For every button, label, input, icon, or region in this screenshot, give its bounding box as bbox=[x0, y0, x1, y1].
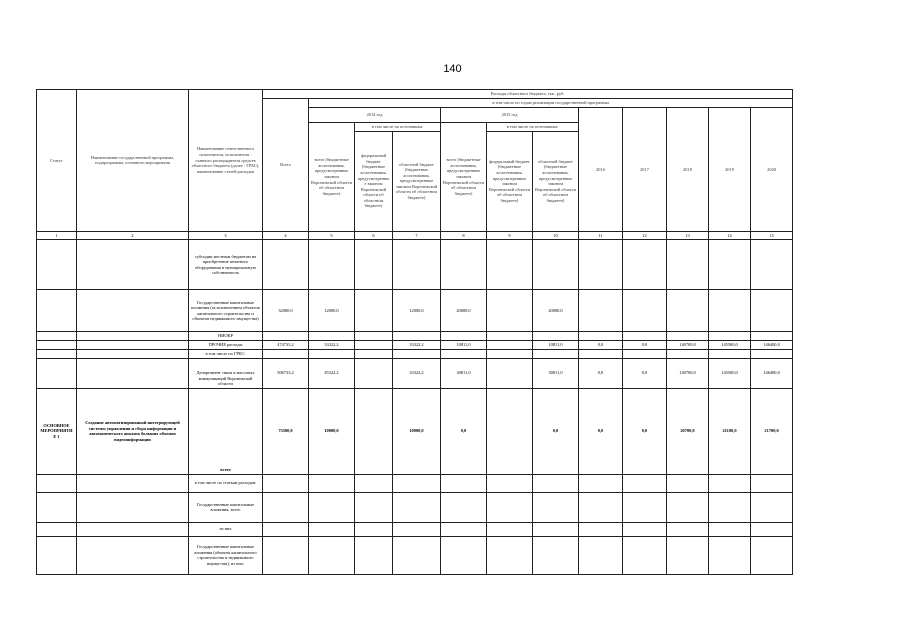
table-row bbox=[37, 358, 793, 388]
header-year-2014: 2014 год bbox=[309, 108, 441, 123]
row-label: НИОКР bbox=[189, 332, 263, 341]
row-label: в том числе по ГРБС: bbox=[189, 349, 263, 358]
header-status: Статус bbox=[37, 90, 77, 232]
header-2015-regional: областной бюджет (бюджетные ассигнования, предусмотренные законом Воронежской области об областном бюджете) bbox=[533, 131, 579, 231]
col-number: 8 bbox=[441, 231, 487, 240]
table-row bbox=[37, 240, 793, 290]
cell-value: 0,0 bbox=[579, 340, 623, 349]
header-program-name: Наименование государственной программы, подпрограммы, основного мероприятия bbox=[77, 90, 189, 232]
row-label: всего bbox=[189, 388, 263, 474]
table-row bbox=[37, 492, 793, 522]
cell-value: 140700,0 bbox=[667, 340, 709, 349]
col-number: 14 bbox=[709, 231, 751, 240]
cell-value: 0,0 bbox=[623, 388, 667, 474]
header-2014-federal: федеральный бюджет (бюджетные ассигнования, предусмотренные законом Воронежской области об областном бюджете) bbox=[355, 131, 393, 231]
cell-value: 10000,0 bbox=[309, 388, 355, 474]
header-year-2015: 2015 год bbox=[441, 108, 579, 123]
table-row bbox=[37, 474, 793, 492]
col-number: 5 bbox=[309, 231, 355, 240]
col-number: 7 bbox=[393, 231, 441, 240]
table-row bbox=[37, 349, 793, 358]
header-expenses-total: Расходы областного бюджета, тыс. руб. bbox=[263, 90, 793, 99]
cell-value: 0,0 bbox=[533, 388, 579, 474]
row-label: Департамент связи и массовых коммуникаций Воронежской области bbox=[189, 358, 263, 388]
cell-value: 146400,0 bbox=[751, 340, 793, 349]
cell-value: 474733,2 bbox=[263, 340, 309, 349]
cell-value: 12000,0 bbox=[309, 290, 355, 332]
header-2014-regional: областной бюджет (бюджетные ассигнования, предусмотренные законом Воронежской области об областном бюджете) bbox=[393, 131, 441, 231]
page-number: 140 bbox=[443, 63, 462, 75]
cell-value: 140700,0 bbox=[667, 358, 709, 388]
cell-value: 146400,0 bbox=[751, 358, 793, 388]
table-row bbox=[37, 340, 793, 349]
cell-value: 20700,0 bbox=[667, 388, 709, 474]
cell-value: 33322,2 bbox=[393, 340, 441, 349]
cell-value: 30811,0 bbox=[441, 358, 487, 388]
cell-value: 506733,2 bbox=[263, 358, 309, 388]
cell-value: 33322,2 bbox=[309, 340, 355, 349]
cell-value: 10811,0 bbox=[441, 340, 487, 349]
budget-table bbox=[36, 89, 793, 575]
header-total: Всего bbox=[263, 99, 309, 232]
header-2019: 2019 bbox=[709, 108, 751, 232]
cell-value: 20000,0 bbox=[441, 290, 487, 332]
cell-value: 21100,0 bbox=[709, 388, 751, 474]
col-number: 10 bbox=[533, 231, 579, 240]
cell-value: 10811,0 bbox=[533, 340, 579, 349]
table-row bbox=[37, 522, 793, 536]
row-label: ПРОЧИЕ расходы bbox=[189, 340, 263, 349]
cell-value: 30811,0 bbox=[533, 358, 579, 388]
cell-value: 0,0 bbox=[623, 358, 667, 388]
header-2020: 2020 bbox=[751, 108, 793, 232]
col-number: 1 bbox=[37, 231, 77, 240]
table-row bbox=[37, 388, 793, 474]
row-label: из них bbox=[189, 522, 263, 536]
cell-value: 21700,0 bbox=[751, 388, 793, 474]
col-number: 9 bbox=[487, 231, 533, 240]
row-label: Государственные капитальные вложения, всего bbox=[189, 492, 263, 522]
table-row bbox=[37, 332, 793, 341]
cell-value: 12000,0 bbox=[393, 290, 441, 332]
col-number: 4 bbox=[263, 231, 309, 240]
row-name: Создание автоматизированной интегрирующей системы управления и сбора информации и автоматического анализа больших объемов видеоинформации bbox=[77, 388, 189, 474]
col-number: 2 bbox=[77, 231, 189, 240]
cell-value: 0,0 bbox=[579, 388, 623, 474]
table-row bbox=[37, 536, 793, 574]
cell-value: 73500,0 bbox=[263, 388, 309, 474]
header-2017: 2017 bbox=[623, 108, 667, 232]
table-row bbox=[37, 290, 793, 332]
header-executor: Наименование ответственного исполнителя, исполнителя - главного распорядителя средств областного бюджета (далее - ГРБС), наименование статей расходов bbox=[189, 90, 263, 232]
cell-value: 145500,0 bbox=[709, 340, 751, 349]
header-2018: 2018 bbox=[667, 108, 709, 232]
cell-value: 10000,0 bbox=[393, 388, 441, 474]
header-2015-by-sources: в том числе по источникам: bbox=[487, 123, 579, 132]
row-label: Государственные капитальные вложения (объекты капитального строительства и недвижимого имущества), из них: bbox=[189, 536, 263, 574]
col-number: 13 bbox=[667, 231, 709, 240]
row-label: Государственные капитальные вложения (за исключением объектов капитального строительства и объектов недвижимого имущества) bbox=[189, 290, 263, 332]
col-number: 6 bbox=[355, 231, 393, 240]
col-number: 12 bbox=[623, 231, 667, 240]
header-2015-federal: федеральный бюджет (бюджетные ассигнования, предусмотренные законом Воронежской области об областном бюджете) bbox=[487, 131, 533, 231]
row-label: субсидии местным бюджетам на приобретение печатного оборудования в муниципальную собственность bbox=[189, 240, 263, 290]
header-2014-by-sources: в том числе по источникам: bbox=[355, 123, 441, 132]
header-2014-all: всего (бюджетные ассигнования, предусмотренные законом Воронежской области об областном бюджете) bbox=[309, 123, 355, 232]
cell-value: 145500,0 bbox=[709, 358, 751, 388]
header-2015-all: всего (бюджетные ассигнования, предусмотренные законом Воронежской области об областном бюджете) bbox=[441, 123, 487, 232]
cell-value: 0,0 bbox=[579, 358, 623, 388]
cell-value: 0,0 bbox=[441, 388, 487, 474]
row-status: ОСНОВНОЕ МЕРОПРИЯТИЕ 1 bbox=[37, 388, 77, 474]
header-by-years: в том числе по годам реализации государственной программы bbox=[309, 99, 793, 108]
row-label: в том числе по статьям расходов: bbox=[189, 474, 263, 492]
cell-value: 33322,2 bbox=[393, 358, 441, 388]
header-2016: 2016 bbox=[579, 108, 623, 232]
col-number: 3 bbox=[189, 231, 263, 240]
cell-value: 20000,0 bbox=[533, 290, 579, 332]
cell-value: 32000,0 bbox=[263, 290, 309, 332]
col-number: 11 bbox=[579, 231, 623, 240]
col-number: 15 bbox=[751, 231, 793, 240]
cell-value: 45322,2 bbox=[309, 358, 355, 388]
cell-value: 0,0 bbox=[623, 340, 667, 349]
